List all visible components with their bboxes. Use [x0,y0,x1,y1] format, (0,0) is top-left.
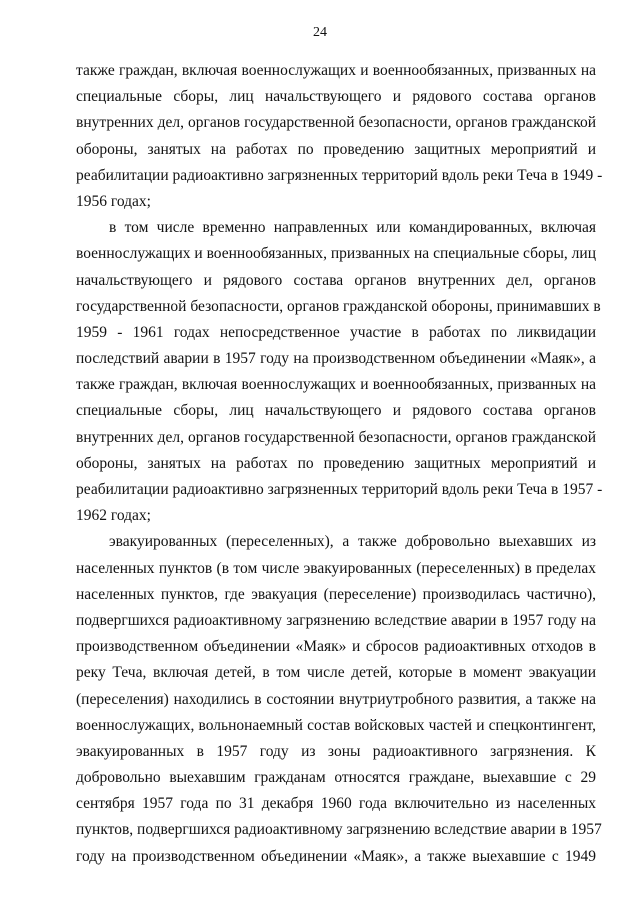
text-line: в том числе временно направленных или командированных, включая [109,219,596,237]
text-line: специальные сборы, лиц начальствующего и рядового состава органов [76,88,596,106]
text-line: пунктов, подвергшихся радиоактивному загрязнению вследствие аварии в 1957 [76,821,602,839]
text-line: реку Теча, включая детей, в том числе детей, которые в момент эвакуации [76,664,596,682]
text-line: государственной безопасности, органов гражданской обороны, принимавших в [76,297,601,315]
text-line: внутренних дел, органов государственной безопасности, органов гражданской [76,114,596,132]
text-line: (переселения) находились в состоянии внутриутробного развития, а также на [76,690,596,708]
text-line: последствий аварии в 1957 году на производственном объединении «Маяк», а [76,350,596,368]
text-line: также граждан, включая военнослужащих и военнообязанных, призванных на [76,376,596,394]
text-line: реабилитации радиоактивно загрязненных территорий вдоль реки Теча в 1949 - [76,166,603,184]
text-line: 1959 - 1961 годах непосредственное участие в работах по ликвидации [76,323,596,341]
text-line: году на производственном объединении «Маяк», а также выехавшие с 1949 [76,847,596,865]
paragraph [76,215,603,529]
text-line: эвакуированных (переселенных), а также добровольно выехавших из [109,533,596,551]
text-line: военнослужащих и военнообязанных, призванных на специальные сборы, лиц [76,245,596,263]
text-line: 1962 годах; [76,507,151,525]
text-line: 1956 годах; [76,192,151,210]
text-line: подвергшихся радиоактивному загрязнению вследствие аварии в 1957 году на [76,611,596,629]
text-line: населенных пунктов (в том числе эвакуированных (переселенных) в пределах [76,559,596,577]
text-line: специальные сборы, лиц начальствующего и рядового состава органов [76,402,596,420]
text-line: внутренних дел, органов государственной безопасности, органов гражданской [76,428,596,446]
text-line: начальствующего и рядового состава органов внутренних дел, органов [76,271,596,289]
text-line: населенных пунктов, где эвакуация (переселение) производилась частично), [76,585,596,603]
text-line: обороны, занятых на работах по проведению защитных мероприятий и [76,454,596,472]
text-line: производственном объединении «Маяк» и сбросов радиоактивных отходов в [76,638,596,656]
paragraph [76,529,602,869]
text-line: реабилитации радиоактивно загрязненных территорий вдоль реки Теча в 1957 - [76,481,603,498]
text-line: эвакуированных в 1957 году из зоны радиоактивного загрязнения. К [76,742,596,760]
text-line: добровольно выехавшим гражданам относятся граждане, выехавшие с 29 [76,769,596,787]
text-line: сентября 1957 года по 31 декабря 1960 года включительно из населенных [76,795,596,813]
document-body [76,58,603,870]
text-line: также граждан, включая военнослужащих и военнообязанных, призванных на [76,62,596,79]
page-number: 24 [313,25,327,40]
paragraph [76,58,603,215]
text-line: обороны, занятых на работах по проведению защитных мероприятий и [76,140,596,158]
text-line: военнослужащих, вольнонаемный состав войсковых частей и спецконтингент, [76,716,596,734]
